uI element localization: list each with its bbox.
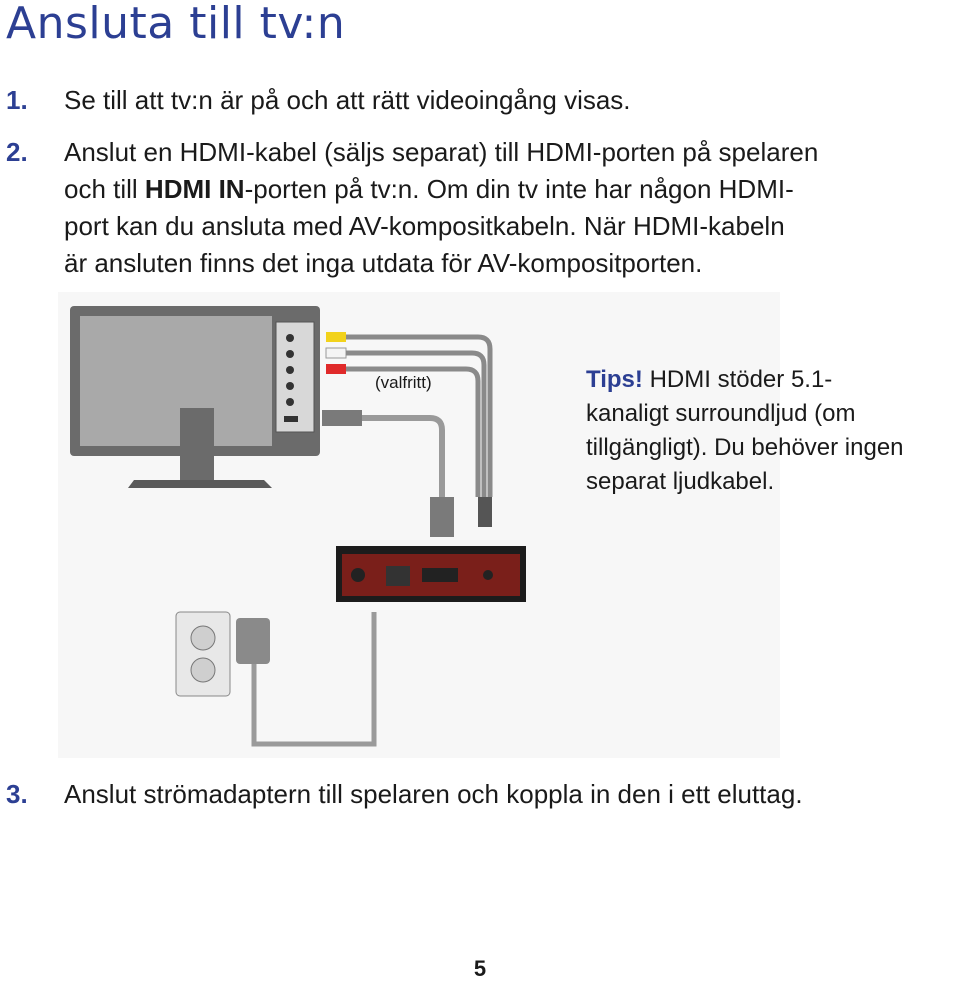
step-text-line: Se till att tv:n är på och att rätt videoingång visas. bbox=[64, 85, 631, 115]
hdmi-in-emphasis: HDMI IN bbox=[144, 174, 245, 204]
page-number: 5 bbox=[473, 956, 487, 981]
step-number: 2. bbox=[6, 137, 28, 167]
connection-diagram bbox=[58, 292, 780, 758]
page-title: Ansluta till tv:n bbox=[6, 0, 346, 49]
tips-note bbox=[586, 363, 904, 499]
step-text-line: är ansluten finns det inga utdata för AV-kompositporten. bbox=[64, 248, 703, 278]
step-text-line: Anslut en HDMI-kabel (säljs separat) till HDMI-porten på spelaren bbox=[64, 137, 819, 167]
tips-text: HDMI stöder 5.1- bbox=[642, 366, 833, 393]
tips-line: tillgängligt). Du behöver ingen bbox=[586, 434, 904, 461]
tips-line bbox=[586, 363, 904, 397]
text-run: och till bbox=[64, 174, 145, 204]
tips-label: Tips! bbox=[586, 366, 643, 393]
step-text-line: port kan du ansluta med AV-kompositkabeln. När HDMI-kabeln bbox=[64, 211, 785, 241]
step-number: 3. bbox=[6, 779, 28, 809]
optional-label: (valfritt) bbox=[375, 373, 432, 392]
text-run: -porten på tv:n. Om din tv inte har någon HDMI- bbox=[244, 174, 794, 204]
tips-line: kanaligt surroundljud (om bbox=[586, 400, 856, 427]
step-text-line bbox=[64, 171, 794, 208]
step-text-line: Anslut strömadaptern till spelaren och koppla in den i ett eluttag. bbox=[64, 779, 803, 809]
media-player-illustration bbox=[336, 546, 526, 602]
tips-line: separat ljudkabel. bbox=[586, 468, 775, 495]
step-number: 1. bbox=[6, 85, 28, 115]
